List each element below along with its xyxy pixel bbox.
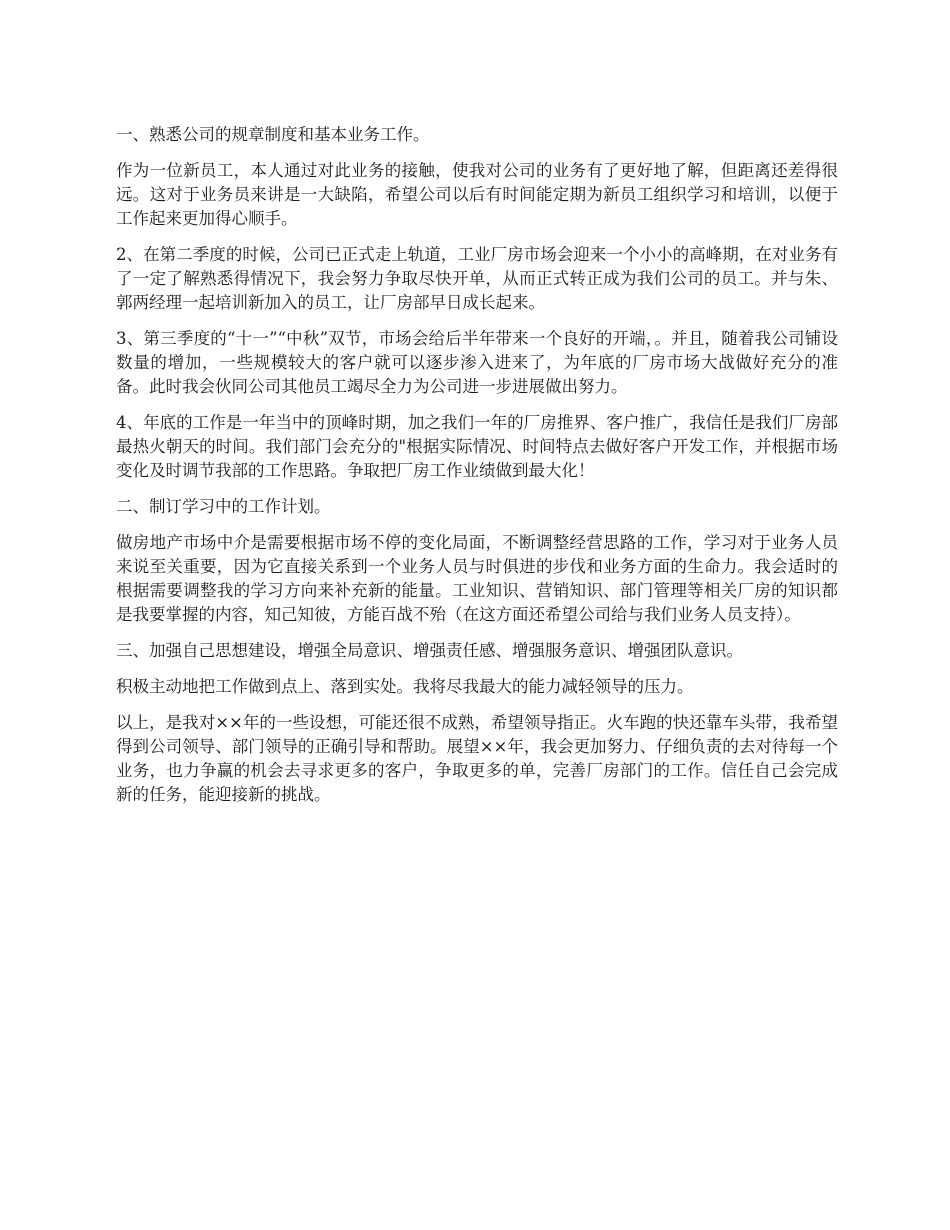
section-heading-2: 二、制订学习中的工作计划。 [116, 497, 331, 516]
section-heading-3: 三、加强自己思想建设，增强全局意识、增强责任感、增强服务意识、增强团队意识。 [116, 641, 743, 660]
paragraph-q2-plan: 2、在第二季度的时候，公司已正式走上轨道，工业厂房市场会迎来一个小小的高峰期，在对业务有了一定了解熟悉得情况下，我会努力争取尽快开单，从而正式转正成为我们公司的员工。并与朱、郭两经理一起培训新加入的员工，让厂房部早日成长起来。 [116, 245, 838, 312]
paragraph-learning-plan: 做房地产市场中介是需要根据市场不停的变化局面，不断调整经营思路的工作，学习对于业务人员来说至关重要，因为它直接关系到一个业务人员与时俱进的步伐和业务方面的生命力。我会适时的根据需要调整我的学习方向来补充新的能量。工业知识、营销知识、部门管理等相关厂房的知识都是我要掌握的内容，知己知彼，方能百战不殆（在这方面还希望公司给与我们业务人员支持）。 [116, 533, 838, 624]
document-body [116, 123, 838, 819]
paragraph-q3-plan: 3、第三季度的“十一”“中秋”双节，市场会给后半年带来一个良好的开端，。并且，随着我公司铺设数量的增加，一些规模较大的客户就可以逐步渗入进来了，为年底的厂房市场大战做好充分的准备。此时我会伙同公司其他员工竭尽全力为公司进一步进展做出努力。 [116, 329, 838, 396]
paragraph-conclusion: 以上，是我对××年的一些设想，可能还很不成熟，希望领导指正。火车跑的快还靠车头带，我希望得到公司领导、部门领导的正确引导和帮助。展望××年，我会更加努力、仔细负责的去对待每一个业务，也力争赢的机会去寻求更多的客户，争取更多的单，完善厂房部门的工作。信任自己会完成新的任务，能迎接新的挑战。 [116, 713, 838, 804]
paragraph-initiative: 积极主动地把工作做到点上、落到实处。我将尽我最大的能力减轻领导的压力。 [116, 677, 694, 696]
section-heading-1: 一、熟悉公司的规章制度和基本业务工作。 [116, 125, 430, 144]
paragraph-new-employee: 作为一位新员工，本人通过对此业务的接触，使我对公司的业务有了更好地了解，但距离还差得很远。这对于业务员来讲是一大缺陷，希望公司以后有时间能定期为新员工组织学习和培训，以便于工作起来更加得心顺手。 [116, 161, 838, 228]
paragraph-year-end-plan: 4、年底的工作是一年当中的顶峰时期，加之我们一年的厂房推界、客户推广，我信任是我们厂房部最热火朝天的时间。我们部门会充分的"根据实际情况、时间特点去做好客户开发工作，并根据市场变化及时调节我部的工作思路。争取把厂房工作业绩做到最大化！ [116, 413, 838, 480]
